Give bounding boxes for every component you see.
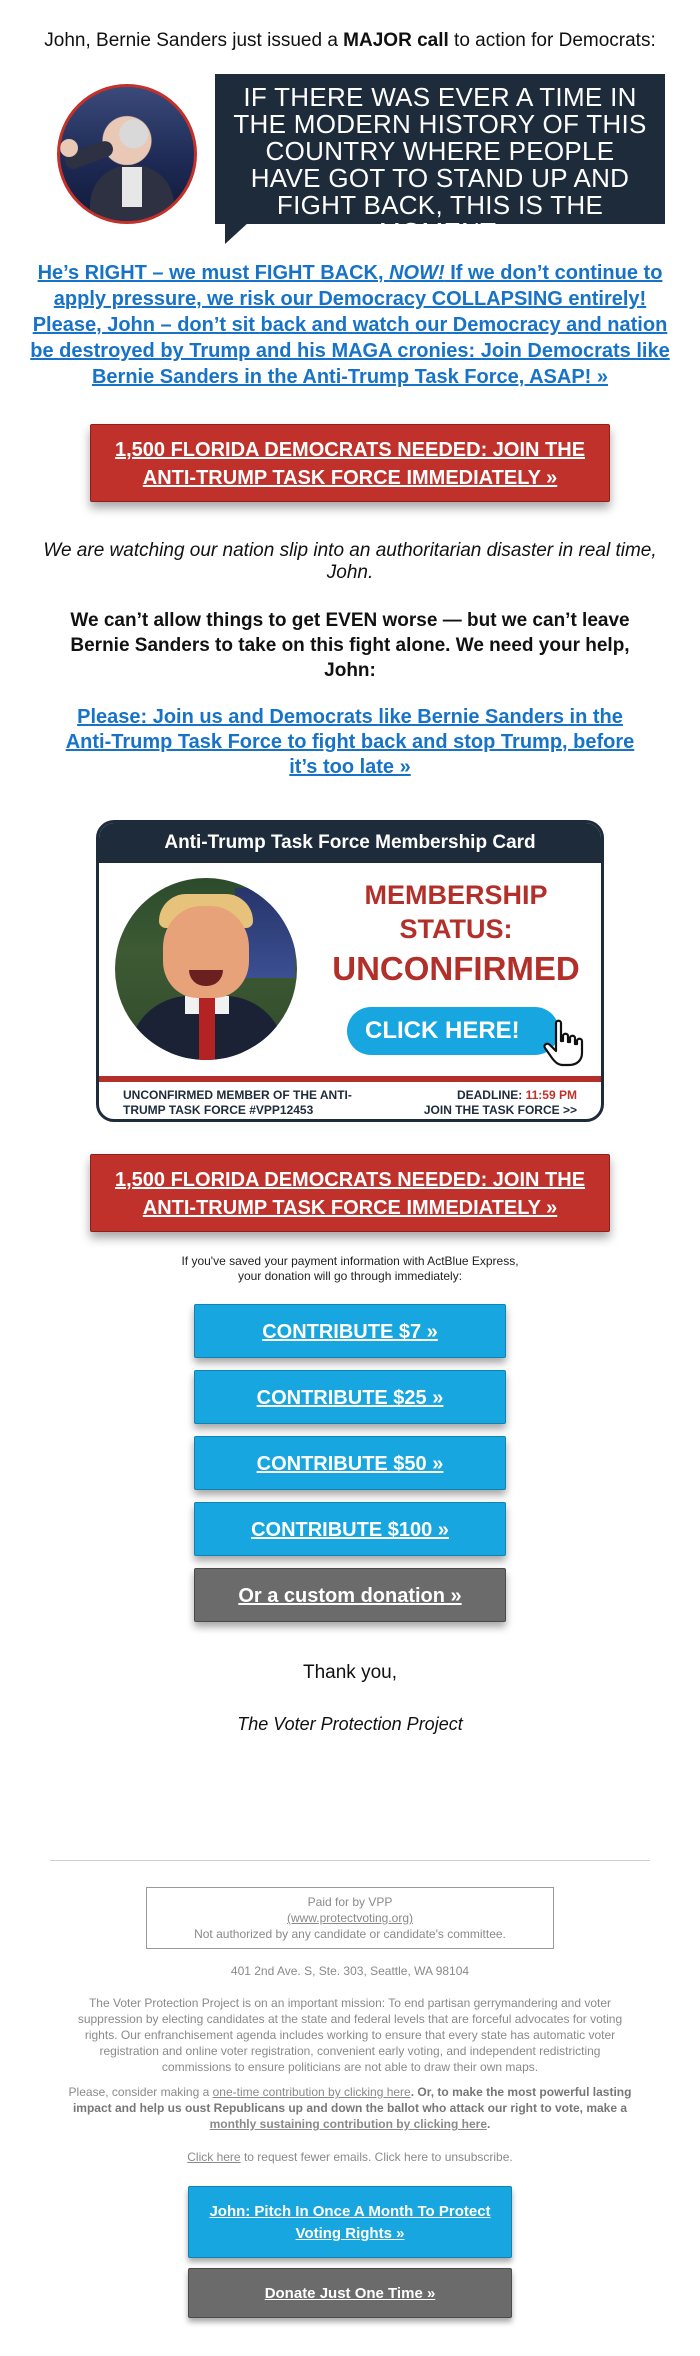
bernie-sanders-photo [57,84,197,224]
fight-back-paragraph [30,260,670,390]
join-task-force-label: JOIN THE TASK FORCE >> [423,1103,577,1117]
deadline-time: 11:59 PM [525,1088,577,1102]
card-divider [99,1076,601,1082]
hero-banner[interactable] [30,74,670,247]
intro-text: John, Bernie Sanders just issued a MAJOR call to action for Democrats: [44,30,656,51]
join-task-force-button[interactable]: 1,500 FLORIDA DEMOCRATS NEEDED: JOIN THE ANTI-TRUMP TASK FORCE IMMEDIATELY » [90,424,610,502]
membership-status [321,878,591,990]
hero-quote: IF THERE WAS EVER A TIME IN THE MODERN HISTORY OF THIS COUNTRY WHERE PEOPLE HAVE GOT TO STAND UP AND FIGHT BACK, THIS IS THE MOMENT. [215,74,665,224]
join-us-link[interactable]: Please: Join us and Democrats like Bernie Sanders in the Anti-Trump Task Force to fight back and stop Trump, before it’s too late » [65,706,635,778]
one-time-contribution-link[interactable]: one-time contribution by clicking here [212,2085,411,2099]
contribute-100-button[interactable]: CONTRIBUTE $100 » [194,1502,506,1556]
status-label: MEMBERSHIP STATUS: [364,880,548,944]
paid-for-box [146,1887,554,1949]
card-title: Anti-Trump Task Force Membership Card [99,823,601,863]
pointer-hand-icon [542,1019,586,1067]
trump-photo [115,878,297,1060]
join-task-force-button-2[interactable]: 1,500 FLORIDA DEMOCRATS NEEDED: JOIN THE ANTI-TRUMP TASK FORCE IMMEDIATELY » [90,1154,610,1232]
not-authorized-text: Not authorized by any candidate or candidate's committee. [194,1927,506,1941]
join-us-paragraph [30,705,670,780]
help-paragraph: We can’t allow things to get EVEN worse — but we can’t leave Bernie Sanders to take on this fight alone. We need your help, John: [70,610,630,681]
website-link[interactable]: (www.protectvoting.org) [286,1911,414,1925]
consider-contribution-text: Please, consider making a one-time contribution by clicking here. Or, to make the most powerful lasting impact and help us oust Republicans up and down the ballot who attack our right to vote, make a monthly sustaining contribution by clicking here. [68,2085,632,2131]
email-preferences: Click here to request fewer emails. Click here to unsubscribe. [187,2150,513,2164]
contribute-25-button[interactable]: CONTRIBUTE $25 » [194,1370,506,1424]
mailing-address: 401 2nd Ave. S, Ste. 303, Seattle, WA 98104 [230,1964,470,1978]
signoff: The Voter Protection Project [237,1714,463,1734]
footer-divider [50,1860,650,1861]
status-value: UNCONFIRMED [332,950,580,987]
member-id-text: UNCONFIRMED MEMBER OF THE ANTI-TRUMP TASK FORCE #VPP12453 [123,1088,352,1117]
actblue-express-note: If you've saved your payment information with ActBlue Express, your donation will go through immediately: [181,1254,519,1283]
fewer-emails-link[interactable]: Click here [187,2150,241,2164]
paid-by-text: Paid for by VPP [307,1895,393,1909]
mission-statement: The Voter Protection Project is on an important mission: To end partisan gerrymandering and voter suppression by electing candidates at the state and federal levels that are forceful advocates for voting rights. Our enfranchisement agenda includes working to ensure that every state has automatic voter registration and online voter registration, convenient early voting, and independent redistricting commissions to ensure politicians are not able to draw their own maps. [77,1996,623,2074]
custom-donation-button[interactable]: Or a custom donation » [194,1568,506,1622]
quote-bubble-tail [225,222,249,244]
click-here-button[interactable]: CLICK HERE! [347,1007,559,1055]
intro-bold: MAJOR call [343,30,449,51]
monthly-donation-button[interactable]: John: Pitch In Once A Month To Protect Voting Rights » [188,2186,512,2258]
fight-back-link[interactable]: He’s RIGHT – we must FIGHT BACK, NOW! If we don’t continue to apply pressure, we risk our Democracy COLLAPSING entirely! Please, John – don’t sit back and watch our Democracy and nation be destroyed by Trump and his MAGA cronies: Join Democrats like Bernie Sanders in the Anti-Trump Task Force, ASAP! » [30,262,670,388]
authoritarian-line: We are watching our nation slip into an authoritarian disaster in real time, John. [43,540,657,583]
contribute-7-button[interactable]: CONTRIBUTE $7 » [194,1304,506,1358]
one-time-donation-button[interactable]: Donate Just One Time » [188,2268,512,2318]
monthly-contribution-link[interactable]: monthly sustaining contribution by clicking here [209,2117,487,2131]
membership-card[interactable] [96,820,604,1122]
deadline-text: DEADLINE: 11:59 PM JOIN THE TASK FORCE >> [423,1088,577,1117]
thank-you: Thank you, [303,1662,397,1683]
contribute-50-button[interactable]: CONTRIBUTE $50 » [194,1436,506,1490]
